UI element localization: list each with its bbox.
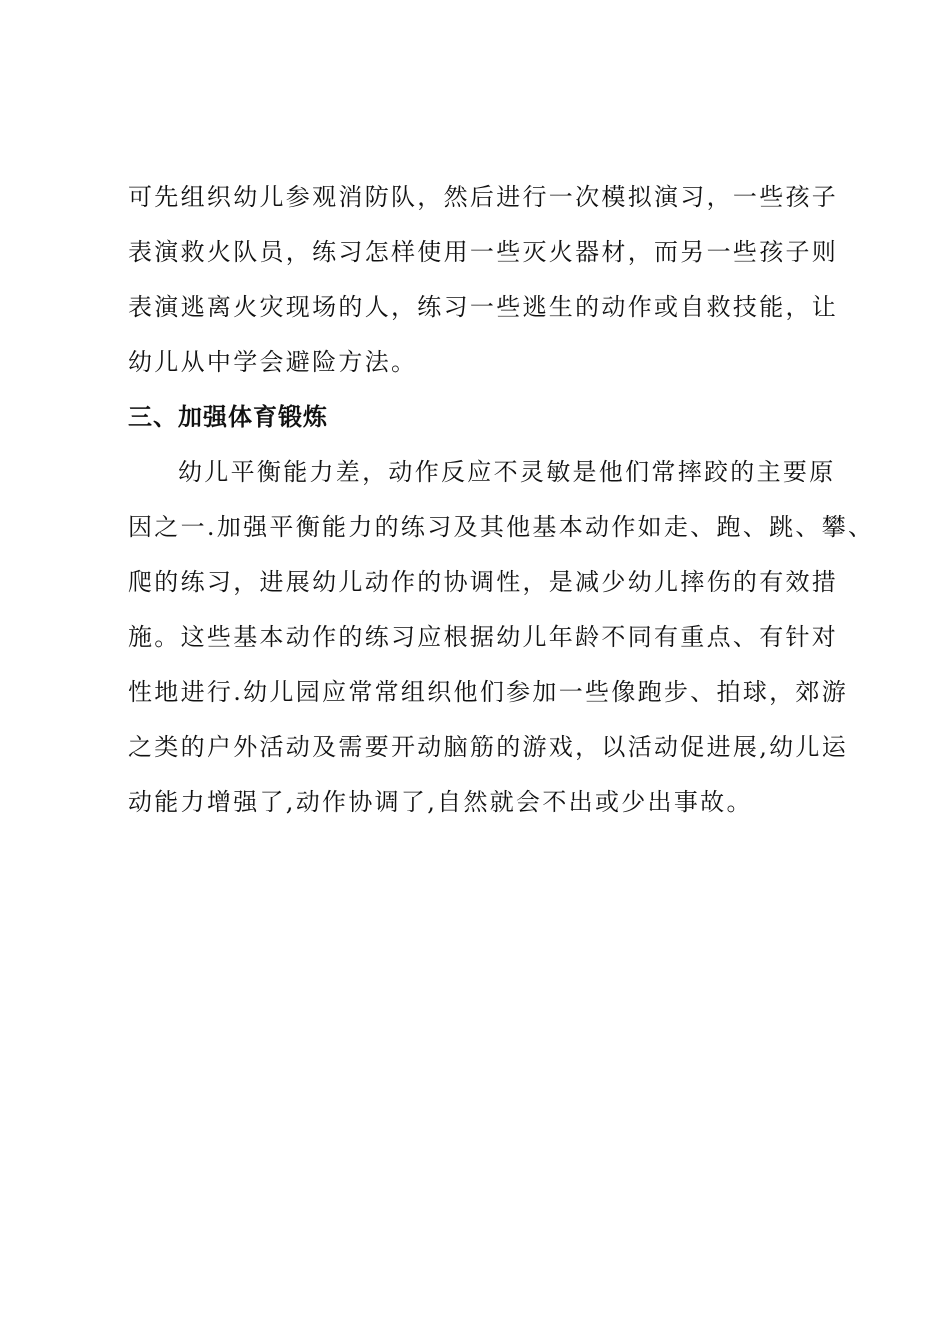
paragraph-line: 因之一.加强平衡能力的练习及其他基本动作如走、跑、跳、攀、 [128, 513, 875, 541]
paragraph-line: 表演逃离火灾现场的人，练习一些逃生的动作或自救技能，让 [128, 293, 839, 321]
paragraph-line: 幼儿从中学会避险方法。 [128, 348, 418, 376]
document-body [128, 170, 875, 830]
paragraph-line: 之类的户外活动及需要开动脑筋的游戏，以活动促进展,幼儿运 [128, 733, 849, 761]
paragraph-line: 动能力增强了,动作协调了,自然就会不出或少出事故。 [128, 788, 753, 816]
section-heading: 三、加强体育锻炼 [128, 403, 328, 431]
paragraph-line: 表演救火队员，练习怎样使用一些灭火器材，而另一些孩子则 [128, 238, 839, 266]
paragraph-line: 爬的练习，进展幼儿动作的协调性，是减少幼儿摔伤的有效措 [128, 568, 839, 596]
paragraph-line: 施。这些基本动作的练习应根据幼儿年龄不同有重点、有针对 [128, 623, 839, 651]
paragraph-line: 性地进行.幼儿园应常常组织他们参加一些像跑步、拍球，郊游 [128, 678, 849, 706]
paragraph-continued [128, 170, 848, 390]
paragraph-line: 可先组织幼儿参观消防队，然后进行一次模拟演习，一些孩子 [128, 183, 839, 211]
paragraph-line: 幼儿平衡能力差，动作反应不灵敏是他们常摔跤的主要原 [178, 458, 836, 486]
paragraph-physical-exercise [128, 445, 875, 830]
